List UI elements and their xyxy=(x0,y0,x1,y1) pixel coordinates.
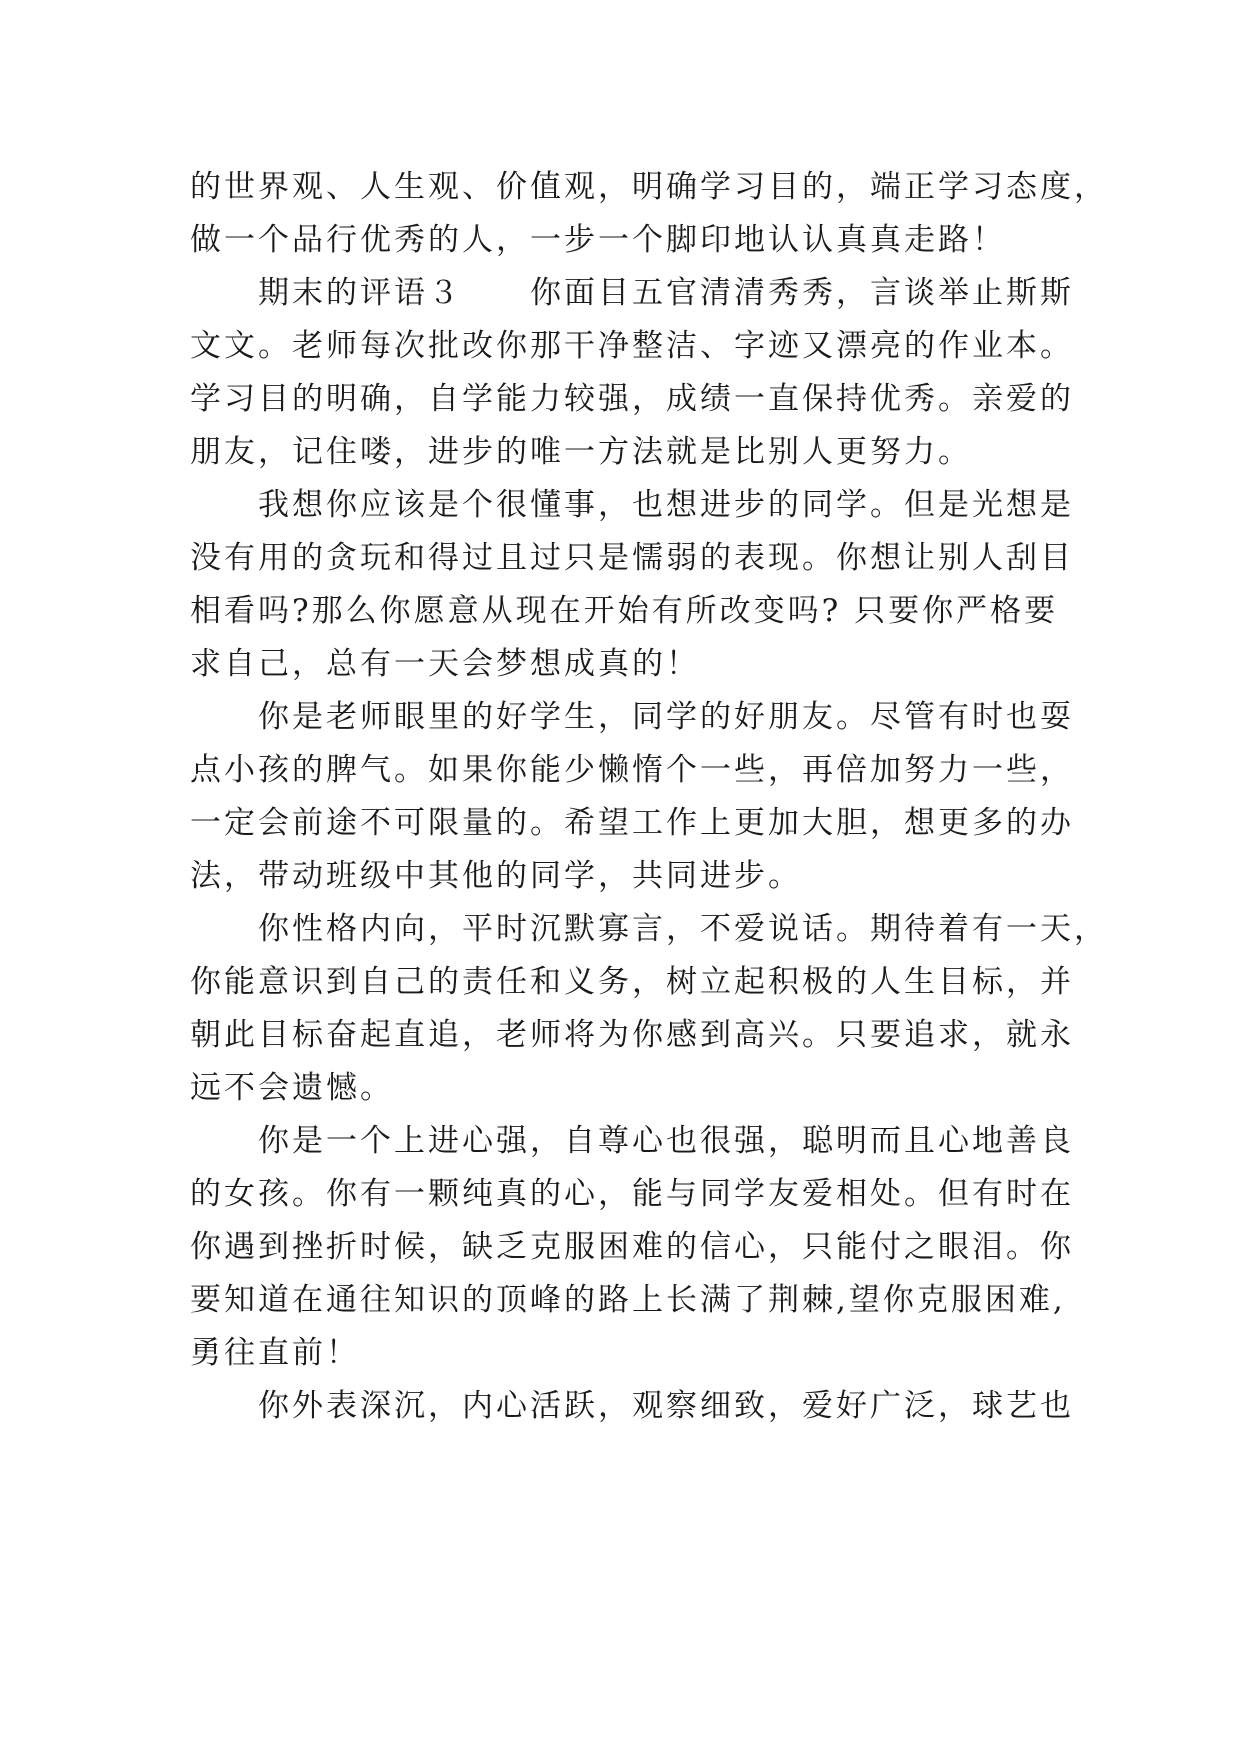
text-line: 你是一个上进心强，自尊心也很强，聪明而且心地善良 xyxy=(190,1123,1074,1159)
text-line: 你是老师眼里的好学生，同学的好朋友。尽管有时也耍 xyxy=(190,699,1074,735)
text-line: 求自己，总有一天会梦想成真的！ xyxy=(190,646,700,682)
text-line: 的世界观、人生观、价值观，明确学习目的，端正学习态度， xyxy=(190,169,1108,205)
text-line: 点小孩的脾气。如果你能少懒惰个一些，再倍加努力一些， xyxy=(190,752,1074,788)
text-line: 你遇到挫折时候，缺乏克服困难的信心，只能付之眼泪。你 xyxy=(190,1229,1074,1265)
text-line: 你性格内向，平时沉默寡言，不爱说话。期待着有一天， xyxy=(190,911,1108,947)
text-line: 你能意识到自己的责任和义务，树立起积极的人生目标，并 xyxy=(190,964,1074,1000)
text-line: 学习目的明确，自学能力较强，成绩一直保持优秀。亲爱的 xyxy=(190,381,1074,417)
document-body xyxy=(190,161,1108,1433)
text-line: 朋友，记住喽，进步的唯一方法就是比别人更努力。 xyxy=(190,434,972,470)
text-line: 期末的评语３ 你面目五官清清秀秀，言谈举止斯斯 xyxy=(190,275,1074,311)
text-line: 相看吗?那么你愿意从现在开始有所改变吗? 只要你严格要 xyxy=(190,593,1059,629)
text-line: 我想你应该是个很懂事，也想进步的同学。但是光想是 xyxy=(190,487,1074,523)
text-line: 的女孩。你有一颗纯真的心，能与同学友爱相处。但有时在 xyxy=(190,1176,1074,1212)
text-line: 勇往直前！ xyxy=(190,1335,360,1371)
text-line: 要知道在通往知识的顶峰的路上长满了荆棘,望你克服困难, xyxy=(190,1282,1066,1318)
text-line: 文文。老师每次批改你那干净整洁、字迹又漂亮的作业本。 xyxy=(190,328,1074,364)
text-line: 做一个品行优秀的人，一步一个脚印地认认真真走路！ xyxy=(190,222,1006,258)
text-line: 你外表深沉，内心活跃，观察细致，爱好广泛，球艺也 xyxy=(190,1388,1074,1424)
text-line: 没有用的贪玩和得过且过只是懦弱的表现。你想让别人刮目 xyxy=(190,540,1074,576)
text-line: 一定会前途不可限量的。希望工作上更加大胆，想更多的办 xyxy=(190,805,1074,841)
text-line: 远不会遗憾。 xyxy=(190,1070,394,1106)
text-line: 法，带动班级中其他的同学，共同进步。 xyxy=(190,858,802,894)
text-line: 朝此目标奋起直追，老师将为你感到高兴。只要追求，就永 xyxy=(190,1017,1074,1053)
